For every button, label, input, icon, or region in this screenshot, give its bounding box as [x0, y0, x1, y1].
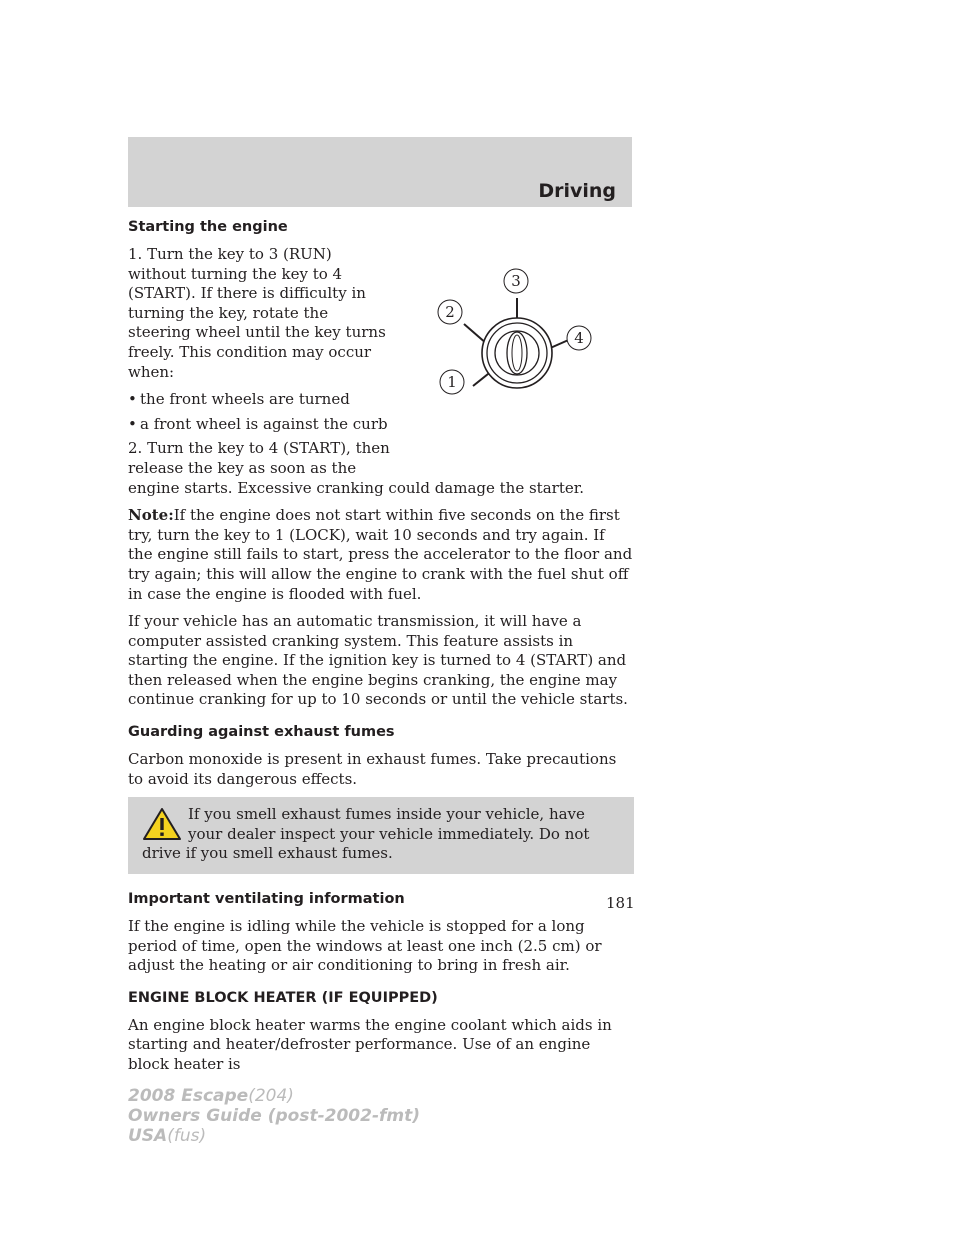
step-2-text-top: 2. Turn the key to 4 (START), then release the key as soon as the [128, 439, 390, 477]
block-heater-paragraph: An engine block heater warms the engine coolant which aids in starting and heater/defroster performance. Use of an engine block heater is [128, 1015, 612, 1073]
bullet-text: the front wheels are turned [140, 390, 350, 409]
bullet-text: a front wheel is against the curb [140, 414, 388, 433]
exhaust-paragraph: Carbon monoxide is present in exhaust fumes. Take precautions to avoid its dangerous effects. [128, 750, 617, 788]
automatic-transmission-paragraph: If your vehicle has an automatic transmission, it will have a computer assisted cranking system. This feature assists in starting the engine. If the ignition key is turned to 4 (START) and then released when the engine begins cranking, the engine may continue cranking for up to 10 seconds or until the vehicle starts. [128, 612, 628, 709]
page-content [128, 218, 634, 1083]
footer-market-code: (fus) [167, 1126, 207, 1146]
ignition-switch-diagram [433, 249, 593, 404]
footer-model-code: (204) [248, 1086, 294, 1106]
step-2-text-rest: engine starts. Excessive cranking could damage the starter. [128, 478, 585, 497]
footer-info [128, 1086, 420, 1146]
bullet-icon: • [128, 414, 137, 433]
note-label: Note: [128, 506, 174, 525]
position-label: 3 [511, 272, 521, 290]
heading-ventilating: Important ventilating information [128, 891, 405, 908]
note-paragraph [128, 506, 634, 604]
heading-block-heater: ENGINE BLOCK HEATER (IF EQUIPPED) [128, 989, 438, 1006]
footer-model: 2008 Escape [128, 1086, 249, 1106]
ventilating-paragraph: If the engine is idling while the vehicle is stopped for a long period of time, open the windows at least one inch (2.5 cm) or adjust the heating or air conditioning to bring in fresh air. [128, 917, 602, 975]
step-1-text: 1. Turn the key to 3 (RUN) without turning the key to 4 (START). If there is difficulty in turning the key, rotate the steering wheel until the key turns freely. This condition may occur when: [128, 245, 386, 381]
bullet-item [128, 390, 393, 410]
footer-guide: Owners Guide (post-2002-fmt) [128, 1106, 421, 1126]
section-title: Driving [538, 180, 616, 202]
bullet-icon: • [128, 390, 137, 409]
position-label: 4 [574, 329, 584, 347]
warning-text: If you smell exhaust fumes inside your vehicle, have your dealer inspect your vehicle immediately. Do not drive if you smell exhaust fumes. [142, 805, 590, 863]
footer-market: USA [128, 1126, 168, 1146]
section-header-band [128, 137, 632, 207]
heading-exhaust-fumes: Guarding against exhaust fumes [128, 724, 395, 741]
bullet-item [128, 415, 393, 435]
note-text: If the engine does not start within five seconds on the first try, turn the key to 1 (LOCK), wait 10 seconds and try again. If the engine still fails to start, press the accelerator to the floor and try again; this will allow the engine to crank with the fuel shut off in case the engine is flooded with fuel. [128, 506, 633, 603]
page-number: 181 [606, 894, 635, 912]
position-label: 1 [447, 373, 457, 391]
heading-starting-engine: Starting the engine [128, 219, 288, 235]
warning-triangle-icon [142, 807, 182, 841]
warning-box [128, 797, 634, 874]
position-label: 2 [445, 303, 455, 321]
